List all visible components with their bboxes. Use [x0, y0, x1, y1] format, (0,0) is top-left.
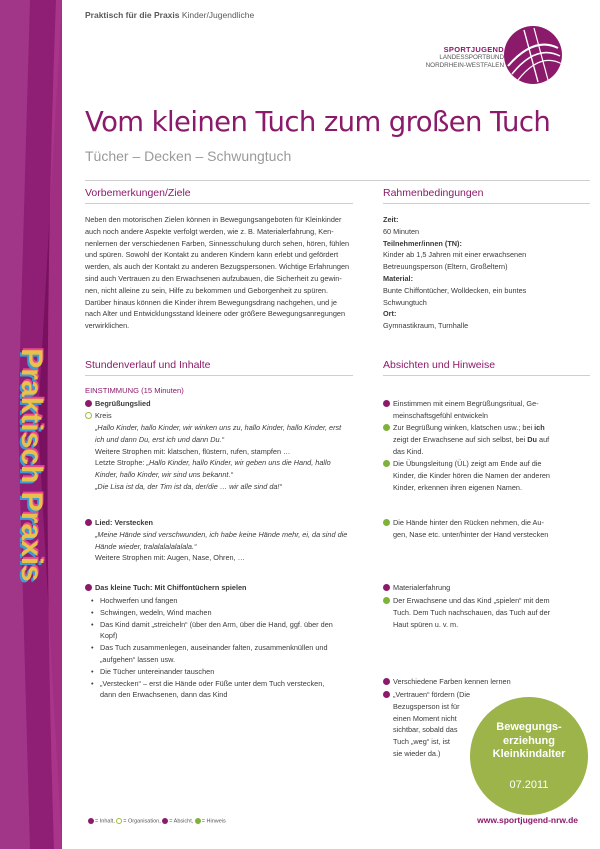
divider — [85, 180, 590, 181]
logo-emblem-icon — [504, 26, 562, 84]
intent-bullet-icon — [383, 400, 390, 407]
badge-date: 07.2011 — [509, 779, 549, 791]
cloth-title: Das kleine Tuch: Mit Chiffontüchern spielen — [95, 583, 247, 592]
logo-line-3: NORDRHEIN-WESTFALEN — [425, 62, 504, 69]
list-item-continuation: „aufgehen“ lassen usw. — [100, 654, 176, 664]
legend-hint: = Hinweis — [201, 818, 226, 825]
intent-bullet-icon — [383, 678, 390, 685]
lyric-line: „Meine Hände sind verschwunden, ich habe keine Hände mehr, ei, da sind die — [95, 529, 348, 539]
hint-bullet-icon — [383, 424, 390, 431]
hint-item: Die Übungsleitung (ÜL) zeigt am Ende auf die Kinder, die Kinder hören die Namen der anderen Kinder, erkennen ihren eigenen Namen. — [393, 458, 593, 493]
list-item: • Die Tücher untereinander tauschen — [91, 666, 215, 676]
greeting-org: Kreis — [95, 411, 112, 420]
series-header-bold: Praktisch für die Praxis — [85, 10, 180, 20]
content-bullet-icon — [85, 400, 92, 407]
place-value: Gymnastikraum, Turnhalle — [383, 321, 469, 331]
time-value: 60 Minuten — [383, 226, 420, 236]
lyric-line: „Hallo Kinder, hallo Kinder, wir geben uns die Hand, hallo — [146, 458, 331, 468]
lyric-line: ich und dann Du, erst ich und dann Du.“ — [95, 434, 224, 444]
hint-bullet-icon — [195, 818, 201, 824]
greeting-title: Begrüßungslied — [95, 399, 151, 408]
material-label: Material: — [383, 273, 414, 283]
website-link[interactable]: www.sportjugend-nrw.de — [477, 815, 578, 825]
greeting-lyrics — [95, 422, 370, 493]
sidebar-graffiti-text: Praktisch Praxis — [15, 348, 48, 582]
intro-line: Darüber hinaus können die Kinder ihrem Bewegungsdrang nachgehen, und je — [85, 297, 337, 307]
sidebar-graffiti — [2, 340, 60, 590]
sportjugend-logo — [380, 26, 590, 86]
list-item: • Hochwerfen und fangen — [91, 596, 178, 605]
intro-line: auch noch andere Aspekte verfolgt werden, wie z. B. Materialerfahrung, Ken- — [85, 226, 334, 236]
lyric-line: Hände wieder, tralalalalalalala.“ — [95, 541, 197, 551]
organisation-item — [95, 410, 365, 422]
logo-text — [426, 46, 504, 70]
time-label: Zeit: — [383, 215, 399, 224]
material-value: Schwungtuch — [383, 297, 427, 307]
logo-line-1: SPORTJUGEND — [443, 45, 504, 54]
lyric-line: Kinder, hallo Kinder, wir sind uns bekannt.“ — [95, 470, 233, 480]
list-item-continuation: Kopf) — [100, 631, 118, 641]
series-header — [85, 10, 254, 20]
list-item: • Das Kind damit „streicheln“ (über den Arm, über die Hand, ggf. über den — [91, 619, 333, 629]
page-title: Vom kleinen Tuch zum großen Tuch — [85, 106, 551, 138]
legend-intent: = Absicht, — [169, 818, 195, 825]
intro-line: werden, als auch der Kontakt zu anderen Bezugspersonen. Wichtige Erfahrungen — [85, 262, 350, 272]
list-item-continuation: dann den Erwachsenen, dann das Kind — [100, 690, 228, 700]
content-bullet-icon — [85, 584, 92, 591]
intro-heading: Vorbemerkungen/Ziele — [85, 187, 191, 199]
course-heading: Stundenverlauf und Inhalte — [85, 359, 211, 371]
list-item: • Das Tuch zusammenlegen, auseinander falten, zusammenknüllen und — [91, 643, 328, 653]
conditions-list — [383, 214, 588, 332]
divider — [383, 203, 590, 204]
intro-line: nach Alter und Entwicklungsstand kleinere oder größere Bewegungsanregungen — [85, 309, 346, 319]
content-item — [95, 582, 370, 594]
hint-item: Zur Begrüßung winken, klatschen usw.; bei ich zeigt der Erwachsene auf sich selbst, bei Du auf das Kind. — [393, 422, 593, 457]
legend-organisation: = Organisation, — [123, 818, 163, 825]
intent-item: Verschiedene Farben kennen lernen — [393, 676, 593, 688]
intent-bullet-icon — [162, 818, 168, 824]
hint-item: Der Erwachsene und das Kind „spielen“ mit dem Tuch. Dem Tuch nachschauen, das Tuch auf der Haut spüren u. v. m. — [393, 595, 593, 630]
section-title: EINSTIMMUNG (15 Minuten) — [85, 386, 184, 395]
last-verse-label: Letzte Strophe: — [95, 458, 147, 468]
badge-line: Bewegungs- — [496, 721, 562, 733]
content-item — [95, 398, 365, 410]
legend-content: = Inhalt, — [95, 818, 117, 825]
topic-badge — [470, 697, 588, 815]
participants-value: Kinder ab 1,5 Jahren mit einer erwachsenen — [383, 250, 527, 260]
intent-item: Materialerfahrung — [393, 582, 593, 594]
hint-item: Die Hände hinter den Rücken nehmen, die Au- gen, Nase etc. unter/hinter der Hand verstecken — [393, 517, 593, 541]
divider — [85, 203, 353, 204]
song2-title: Lied: Verstecken — [95, 518, 153, 527]
participants-value: Betreuungsperson (Eltern, Großeltern) — [383, 262, 508, 272]
place-label: Ort: — [383, 309, 397, 319]
content-item — [95, 517, 370, 564]
organisation-bullet-icon — [85, 412, 92, 419]
lyric-line: „Hallo Kinder, hallo Kinder, wir winken uns zu, hallo Kinder, hallo Kinder, erst — [95, 423, 342, 432]
list-item: • Schwingen, wedeln, Wind machen — [91, 607, 212, 617]
content-bullet-icon — [88, 818, 94, 824]
organisation-bullet-icon — [116, 818, 122, 824]
intro-line: Neben den motorischen Zielen können in Bewegungsangeboten für Kleinkinder — [85, 215, 342, 224]
badge-line: Kleinkindalter — [492, 748, 566, 760]
divider — [383, 375, 590, 376]
hint-bullet-icon — [383, 460, 390, 467]
intro-line: nenlernen der verschiedenen Farben, Sinnesschulung durch sehen, hören, fühlen — [85, 238, 350, 248]
participants-label: Teilnehmer/innen (TN): — [383, 238, 462, 248]
intent-bullet-icon — [383, 584, 390, 591]
intro-line: und spüren. Sowohl der Kontakt zu anderen Kindern kann erlebt und gefördert — [85, 250, 339, 260]
material-value: Bunte Chiffontücher, Wolldecken, ein buntes — [383, 285, 527, 295]
intent-item: Einstimmen mit einem Begrüßungsritual, Ge- meinschaftsgefühl entwickeln — [393, 398, 593, 422]
content-bullet-icon — [85, 519, 92, 526]
logo-line-2: LANDESSPORTBUND — [439, 54, 504, 61]
hint-bullet-icon — [383, 597, 390, 604]
intro-text — [85, 214, 355, 332]
cloth-list — [91, 595, 370, 701]
page-subtitle: Tücher – Decken – Schwungtuch — [85, 148, 292, 164]
intent-bullet-icon — [383, 691, 390, 698]
intro-line: sind auch Vertrauen zu den Erwachsenen aufzubauen, die Sicherheit zu gewin- — [85, 273, 342, 283]
divider — [85, 375, 353, 376]
conditions-heading: Rahmenbedingungen — [383, 187, 484, 199]
badge-line: erziehung — [503, 734, 555, 747]
lyric-line: „Die Lisa ist da, der Tim ist da, der/die … wir alle sind da!“ — [95, 481, 282, 491]
intro-line: nen, nicht alleine zu sein, Hilfe zu bekommen und Geborgenheit zu spüren. — [85, 285, 328, 295]
legend — [88, 818, 226, 824]
greeting-more: Weitere Strophen mit: klatschen, flüstern, rufen, stampfen … — [95, 446, 291, 456]
intent-item: „Vertrauen“ fördern (Die Bezugsperson ist für einen Moment nicht sichtbar, sobald das Tuch „weg“ ist, ist sie wieder da.) — [393, 689, 473, 760]
series-header-rest: Kinder/Jugendliche — [181, 10, 255, 20]
notes-heading: Absichten und Hinweise — [383, 359, 496, 371]
list-item: • „Verstecken“ – erst die Hände oder Füße unter dem Tuch verstecken, — [91, 678, 325, 688]
hint-bullet-icon — [383, 519, 390, 526]
intro-line: verwirklichen. — [85, 321, 130, 331]
song2-more: Weitere Strophen mit: Augen, Nase, Ohren, … — [95, 553, 245, 563]
